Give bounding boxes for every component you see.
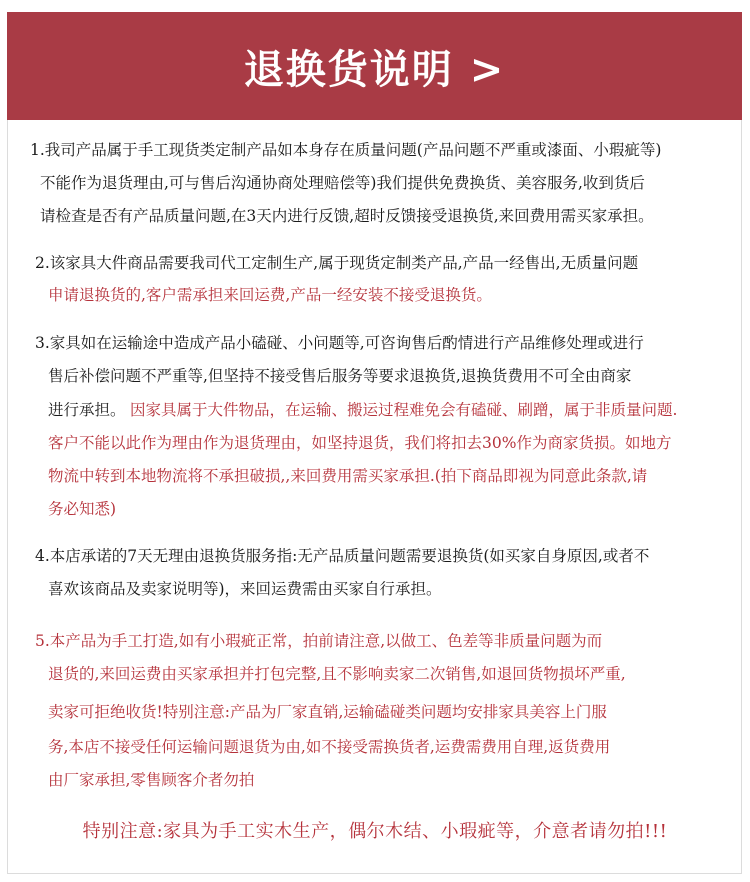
policy-line: 进行承担。 [48,401,126,419]
special-notice: 特别注意:家具为手工实木生产，偶尔木结、小瑕疵等，介意者请勿拍!!! [82,821,668,842]
policy-line: 2.该家具大件商品需要我司代工定制生产,属于现货定制类产品,产品一经售出,无质量问题 [35,254,639,272]
policy-line: 物流中转到本地物流将不承担破损,,来回费用需买家承担.(拍下商品即视为同意此条款,请 [48,467,648,485]
policy-line: 4.本店承诺的7天无理由退换货服务指:无产品质量问题需要退换货(如买家自身原因,或者不 [35,547,650,565]
policy-line: 3.家具如在运输途中造成产品小磕碰、小问题等,可咨询售后酌情进行产品维修处理或进行 [35,334,644,352]
policy-line: 申请退换货的,客户需承担来回运费,产品一经安装不接受退换货。 [48,286,492,304]
page-title: 退换货说明 > [243,45,506,93]
policy-line: 5.本产品为手工打造,如有小瑕疵正常，拍前请注意,以做工、色差等非质量问题为而 [35,632,603,650]
policy-line: 1.我司产品属于手工现货类定制产品如本身存在质量问题(产品问题不严重或漆面、小瑕疵等) [30,141,662,159]
policy-line: 不能作为退货理由,可与售后沟通协商处理赔偿等)我们提供免费换货、美容服务,收到货后 [40,174,645,192]
policy-line: 务,本店不接受任何运输问题退货为由,如不接受需换货者,运费需费用自理,返货费用 [48,738,611,756]
policy-line: 售后补偿问题不严重等,但坚持不接受售后服务等要求退换货,退换货费用不可全由商家 [48,367,632,385]
content-frame [7,120,742,874]
policy-line: 卖家可拒绝收货!特别注意:产品为厂家直销,运输磕碰类问题均安排家具美容上门服 [48,703,607,721]
policy-line: 退货的,来回运费由买家承担并打包完整,且不影响卖家二次销售,如退回货物损坏严重, [48,665,626,683]
policy-line: 由厂家承担,零售顾客介者勿拍 [48,771,255,789]
policy-line: 喜欢该商品及卖家说明等)，来回运费需由买家自行承担。 [48,580,442,598]
policy-line: 务必知悉) [48,500,117,518]
header-banner [7,12,742,120]
policy-line: 客户不能以此作为理由作为退货理由，如坚持退货，我们将扣去30%作为商家货损。如地方 [48,434,672,452]
policy-line: 因家具属于大件物品，在运输、搬运过程难免会有磕碰、刷蹭，属于非质量问题. [130,401,678,419]
policy-line: 请检查是否有产品质量问题,在3天内进行反馈,超时反馈接受退换货,来回费用需买家承担。 [40,207,654,225]
